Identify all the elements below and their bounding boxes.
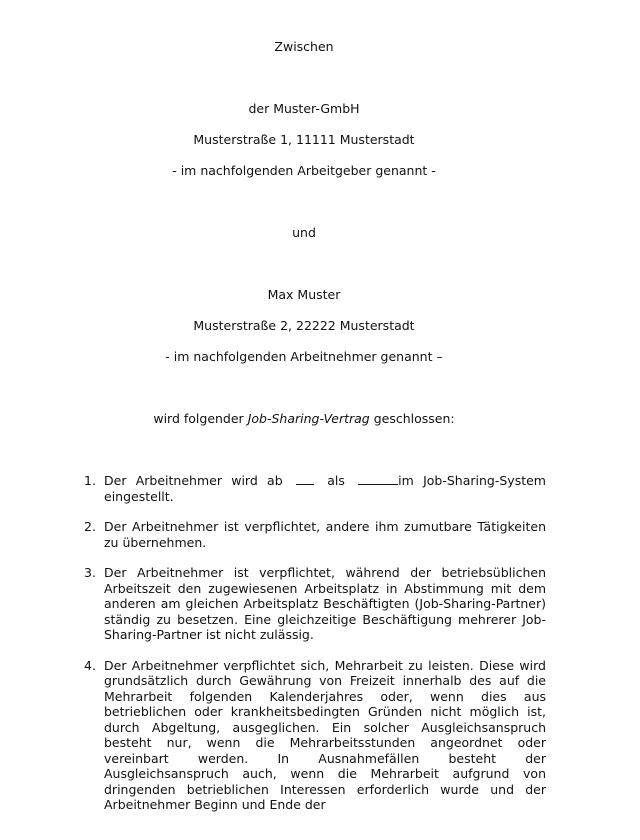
clause-number: 3. xyxy=(84,565,96,580)
contract-statement xyxy=(0,411,608,427)
clause-text-start: Der Arbeitnehmer wird ab xyxy=(104,473,283,488)
clause-text: Der Arbeitnehmer verpflichtet sich, Mehrarbeit zu leisten. Diese wird grundsätzlich durch Gewährung von Freizeit innerhalb des auf die Mehrarbeit folgenden Kalenderjahres oder, wenn dies aus betrieblichen oder krankheitsbedingten Gründen nicht möglich ist, durch Abgeltung, ausgeglichen. Ein solcher Ausgleichsanspruch besteht nur, wenn die Mehrarbeitsstunden angeordnet oder vereinbart werden. In Ausnahmefällen besteht der Ausgleichsanspruch auch, wenn die Mehrarbeit aufgrund von dringenden betrieblichen Interessen erforderlich wurde und der Arbeitnehmer Beginn und Ende der xyxy=(104,657,546,812)
start-date-blank xyxy=(296,473,314,485)
clause-3 xyxy=(84,565,546,643)
employee-name: Max Muster xyxy=(267,287,341,302)
contract-prefix: wird folgender xyxy=(153,411,248,426)
clause-4 xyxy=(84,658,546,813)
clause-number: 2. xyxy=(84,519,96,534)
employee-address: Musterstraße 2, 22222 Musterstadt xyxy=(193,318,415,333)
clause-1 xyxy=(84,473,546,504)
clause-text: Der Arbeitnehmer ist verpflichtet, andere ihm zumutbare Tätigkeiten zu übernehmen. xyxy=(104,519,546,550)
clause-number: 4. xyxy=(84,657,96,673)
clause-text: Der Arbeitnehmer ist verpflichtet, während der betriebsüblichen Arbeitszeit den zugewiesenen Arbeitsplatz in Abstimmung mit dem anderen am gleichen Arbeitsplatz Beschäftigten (Job-Sharing-Partner) ständig zu besetzen. Eine gleichzeitige Beschäftigung mehrerer Job-Sharing-Partner ist nicht zulässig. xyxy=(104,565,546,642)
employer-name: der Muster-GmbH xyxy=(248,101,360,116)
clause-text-end: im Job-Sharing-System eingestellt. xyxy=(104,473,546,504)
contract-type: Job-Sharing-Vertrag xyxy=(247,411,370,426)
contract-suffix: geschlossen: xyxy=(369,411,455,426)
employer-role: - im nachfolgenden Arbeitgeber genannt - xyxy=(172,163,436,178)
employee-role: - im nachfolgenden Arbeitnehmer genannt – xyxy=(165,349,443,364)
between-label: Zwischen xyxy=(274,39,334,54)
clause-text-as: als xyxy=(327,473,345,488)
clause-number: 1. xyxy=(84,473,96,488)
employer-address: Musterstraße 1, 11111 Musterstadt xyxy=(193,132,415,147)
position-blank xyxy=(358,473,398,485)
clause-2 xyxy=(84,519,546,550)
and-label: und xyxy=(292,225,316,240)
clause-list xyxy=(84,473,546,828)
